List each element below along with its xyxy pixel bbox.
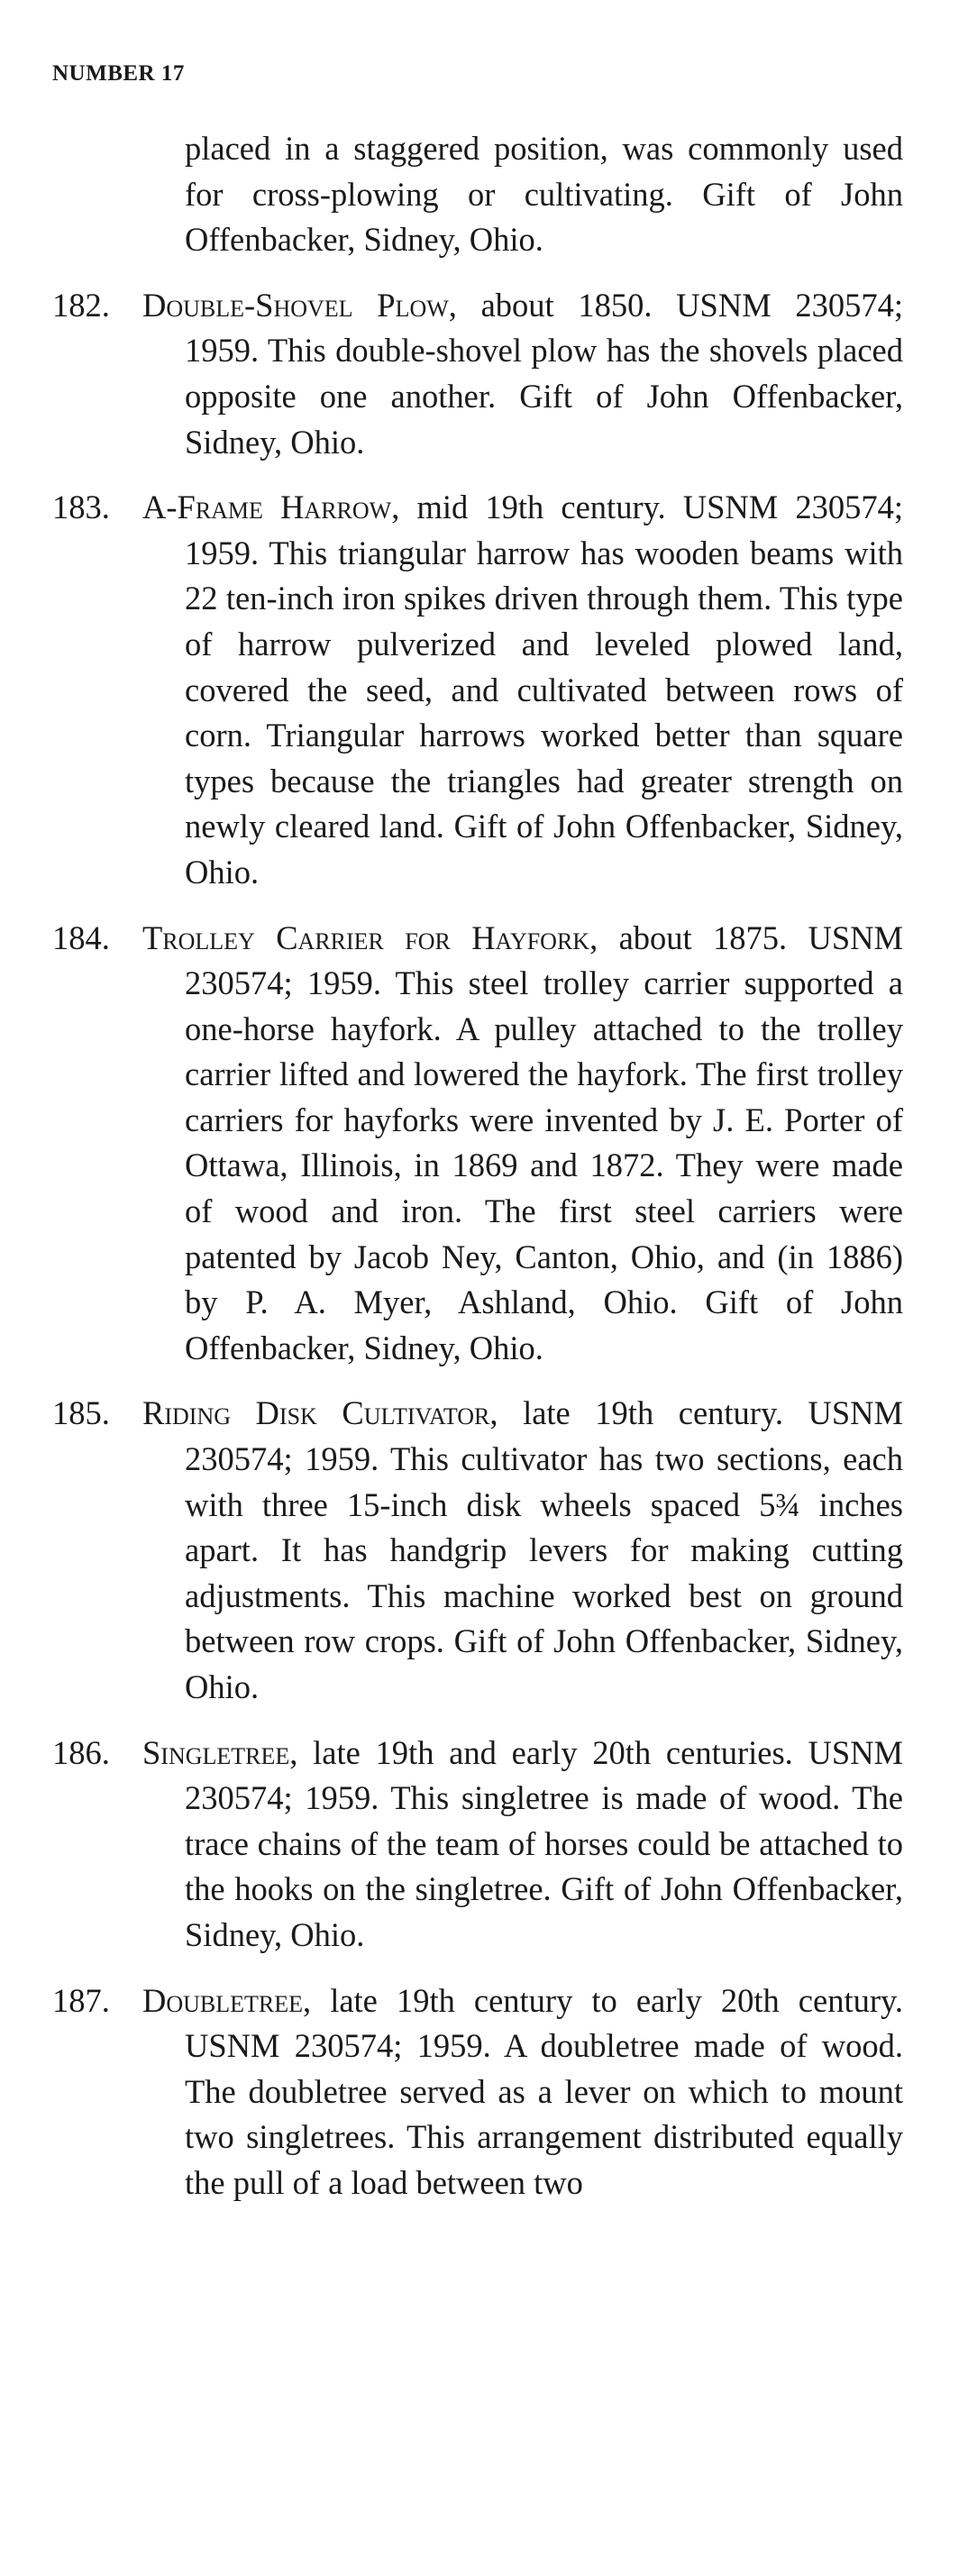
entry-text [142,485,903,895]
entry-title: A-Frame Harrow, [142,489,400,526]
entry-body: late 19th and early 20th centuries. USNM 230574; 1959. This singletree is made of wood. The trace chains of the team of horses could be attached to the hooks on the singletree. Gift of John Offenbacker, Sidney, Ohio. [185,1733,904,1953]
entry-number: 187. [52,1981,110,2019]
entry-body: late 19th century. USNM 230574; 1959. This cultivator has two sections, each with three 15-inch disk wheels spaced 5¾ inches apart. It has handgrip levers for making cutting adjustments. This machine worked best on ground between row crops. Gift of John Offenbacker, Sidney, Ohio. [185,1394,903,1705]
catalog-entry-185 [52,1391,903,1710]
entry-title: Double-Shovel Plow, [142,286,457,324]
entry-number: 186. [52,1733,110,1771]
catalog-entry-187 [52,1978,903,2206]
catalog-entry-186 [52,1731,903,1959]
entry-text [142,1978,904,2206]
entry-body: about 1875. USNM 230574; 1959. This steel trolley carrier supported a one-horse hayfork. A pulley attached to the trolley carrier lifted and lowered the hayfork. The first trolley carriers for hayforks were invented by J. E. Porter of Ottawa, Illinois, in 1869 and 1872. They were made of wood and iron. The first steel carriers were patented by Jacob Ney, Canton, Ohio, and (in 1886) by P. A. Myer, Ashland, Ohio. Gift of John Offenbacker, Sidney, Ohio. [185,918,903,1366]
entry-number: 184. [52,918,110,956]
entry-title: Doubletree, [142,1981,312,2019]
entry-number: 183. [52,489,110,526]
continuation-paragraph: placed in a staggered position, was commonly used for cross-plowing or cultivating. Gift of John Offenbacker, Sidney, Ohio. [185,130,903,259]
entry-title: Riding Disk Cultivator, [142,1394,498,1432]
entry-number: 185. [52,1394,110,1432]
catalog-entry-184 [52,916,903,1372]
running-head: NUMBER 17 [52,61,185,86]
entry-text [142,1731,904,1959]
entry-body: mid 19th century. USNM 230574; 1959. This triangular harrow has wooden beams with 22 ten-inch iron spikes driven through them. This type of harrow pulverized and leveled plowed land, covered the seed, and cultivated between rows of corn. Triangular harrows worked better than square types because the triangles had greater strength on newly cleared land. Gift of John Offenbacker, Sidney, Ohio. [185,489,903,891]
catalog-entry-182 [52,283,903,465]
entry-body: late 19th century to early 20th century. USNM 230574; 1959. A doubletree made of wood. The doubletree served as a lever on which to mount two singletrees. This arrangement distributed equally the pull of a load between two [185,1981,904,2201]
entry-title: Singletree, [142,1733,298,1771]
entry-text [142,916,903,1372]
entry-body: about 1850. USNM 230574; 1959. This double-shovel plow has the shovels placed opposite one another. Gift of John Offenbacker, Sidney, Ohio. [185,286,904,461]
entry-number: 182. [52,286,110,324]
entry-title: Trolley Carrier for Hayfork, [142,918,598,956]
entry-text [142,1391,903,1710]
catalog-entry-183 [52,485,903,895]
page-body [52,126,903,2206]
entry-text [142,283,904,465]
